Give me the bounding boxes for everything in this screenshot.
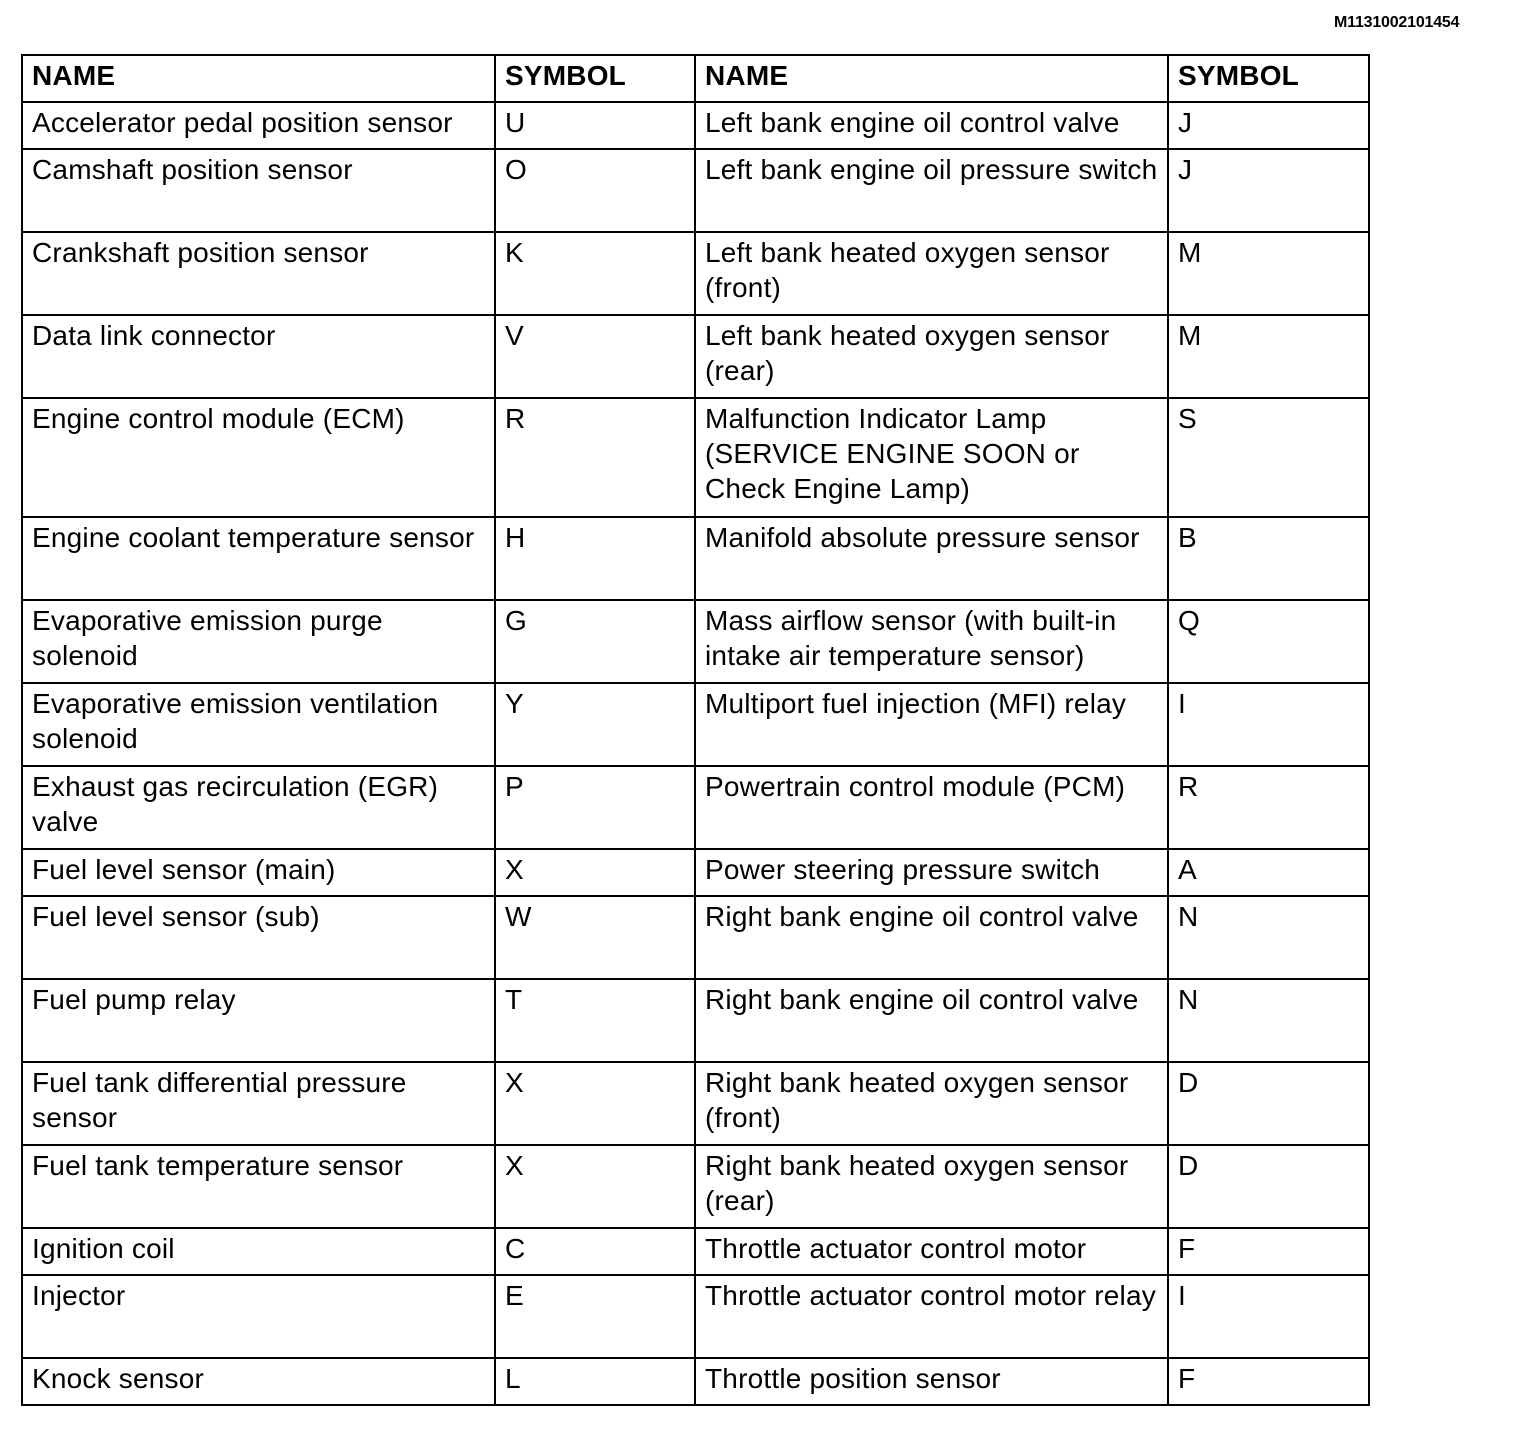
component-symbol-left: R — [495, 398, 695, 517]
header-name-right: NAME — [695, 55, 1168, 102]
component-symbol-table — [21, 54, 1370, 1406]
component-symbol-left: O — [495, 149, 695, 232]
component-symbol-left: G — [495, 600, 695, 683]
table-row — [22, 979, 1369, 1062]
component-name-right: Right bank heated oxygen sensor (rear) — [695, 1145, 1168, 1228]
component-symbol-right: I — [1168, 683, 1369, 766]
component-name-right: Throttle actuator control motor relay — [695, 1275, 1168, 1358]
component-symbol-left: E — [495, 1275, 695, 1358]
component-name-left: Injector — [22, 1275, 495, 1358]
component-name-right: Left bank engine oil pressure switch — [695, 149, 1168, 232]
component-symbol-right: N — [1168, 896, 1369, 979]
table-body — [22, 102, 1369, 1405]
component-symbol-left: C — [495, 1228, 695, 1275]
document-id: M1131002101454 — [1334, 14, 1460, 31]
component-symbol-left: L — [495, 1358, 695, 1405]
component-name-right: Right bank engine oil control valve — [695, 896, 1168, 979]
component-symbol-left: H — [495, 517, 695, 600]
table-row — [22, 517, 1369, 600]
component-name-left: Knock sensor — [22, 1358, 495, 1405]
table-row — [22, 849, 1369, 896]
table-row — [22, 1358, 1369, 1405]
table-row — [22, 1275, 1369, 1358]
component-symbol-left: K — [495, 232, 695, 315]
table-header-row — [22, 55, 1369, 102]
component-name-right: Left bank heated oxygen sensor (front) — [695, 232, 1168, 315]
component-name-right: Left bank heated oxygen sensor (rear) — [695, 315, 1168, 398]
component-name-left: Evaporative emission purge solenoid — [22, 600, 495, 683]
table-row — [22, 1062, 1369, 1145]
component-symbol-left: U — [495, 102, 695, 149]
component-symbol-left: W — [495, 896, 695, 979]
component-name-left: Engine coolant temperature sensor — [22, 517, 495, 600]
component-name-left: Data link connector — [22, 315, 495, 398]
component-symbol-right: J — [1168, 102, 1369, 149]
table-row — [22, 1145, 1369, 1228]
component-symbol-right: I — [1168, 1275, 1369, 1358]
component-name-right: Mass airflow sensor (with built-in intake air temperature sensor) — [695, 600, 1168, 683]
component-symbol-right: D — [1168, 1145, 1369, 1228]
component-symbol-right: B — [1168, 517, 1369, 600]
component-symbol-right: M — [1168, 315, 1369, 398]
component-name-left: Camshaft position sensor — [22, 149, 495, 232]
table-row — [22, 102, 1369, 149]
component-name-left: Ignition coil — [22, 1228, 495, 1275]
table-row — [22, 600, 1369, 683]
table-row — [22, 896, 1369, 979]
component-name-left: Fuel pump relay — [22, 979, 495, 1062]
component-name-left: Evaporative emission ventilation solenoid — [22, 683, 495, 766]
component-name-left: Accelerator pedal position sensor — [22, 102, 495, 149]
table-row — [22, 398, 1369, 517]
component-name-right: Right bank heated oxygen sensor (front) — [695, 1062, 1168, 1145]
component-name-right: Multiport fuel injection (MFI) relay — [695, 683, 1168, 766]
component-name-left: Exhaust gas recirculation (EGR) valve — [22, 766, 495, 849]
component-symbol-left: T — [495, 979, 695, 1062]
component-name-right: Left bank engine oil control valve — [695, 102, 1168, 149]
component-name-left: Fuel tank differential pressure sensor — [22, 1062, 495, 1145]
component-symbol-left: V — [495, 315, 695, 398]
component-symbol-right: J — [1168, 149, 1369, 232]
component-symbol-right: Q — [1168, 600, 1369, 683]
component-symbol-right: F — [1168, 1228, 1369, 1275]
component-name-left: Crankshaft position sensor — [22, 232, 495, 315]
component-name-right: Powertrain control module (PCM) — [695, 766, 1168, 849]
component-symbol-right: M — [1168, 232, 1369, 315]
component-symbol-right: F — [1168, 1358, 1369, 1405]
component-name-right: Manifold absolute pressure sensor — [695, 517, 1168, 600]
component-symbol-left: X — [495, 1062, 695, 1145]
component-name-left: Fuel level sensor (sub) — [22, 896, 495, 979]
header-symbol-right: SYMBOL — [1168, 55, 1369, 102]
component-symbol-right: S — [1168, 398, 1369, 517]
component-name-left: Fuel level sensor (main) — [22, 849, 495, 896]
component-name-right: Power steering pressure switch — [695, 849, 1168, 896]
component-symbol-left: P — [495, 766, 695, 849]
header-symbol-left: SYMBOL — [495, 55, 695, 102]
header-name-left: NAME — [22, 55, 495, 102]
component-symbol-right: R — [1168, 766, 1369, 849]
component-symbol-left: X — [495, 1145, 695, 1228]
component-name-right: Malfunction Indicator Lamp (SERVICE ENGINE SOON or Check Engine Lamp) — [695, 398, 1168, 517]
table-row — [22, 766, 1369, 849]
table-row — [22, 149, 1369, 232]
table-row — [22, 232, 1369, 315]
component-symbol-right: N — [1168, 979, 1369, 1062]
component-name-left: Engine control module (ECM) — [22, 398, 495, 517]
table-row — [22, 683, 1369, 766]
component-symbol-left: X — [495, 849, 695, 896]
component-name-right: Throttle actuator control motor — [695, 1228, 1168, 1275]
table-row — [22, 315, 1369, 398]
component-symbol-left: Y — [495, 683, 695, 766]
component-name-left: Fuel tank temperature sensor — [22, 1145, 495, 1228]
component-name-right: Right bank engine oil control valve — [695, 979, 1168, 1062]
component-name-right: Throttle position sensor — [695, 1358, 1168, 1405]
component-symbol-right: D — [1168, 1062, 1369, 1145]
table-row — [22, 1228, 1369, 1275]
component-symbol-right: A — [1168, 849, 1369, 896]
